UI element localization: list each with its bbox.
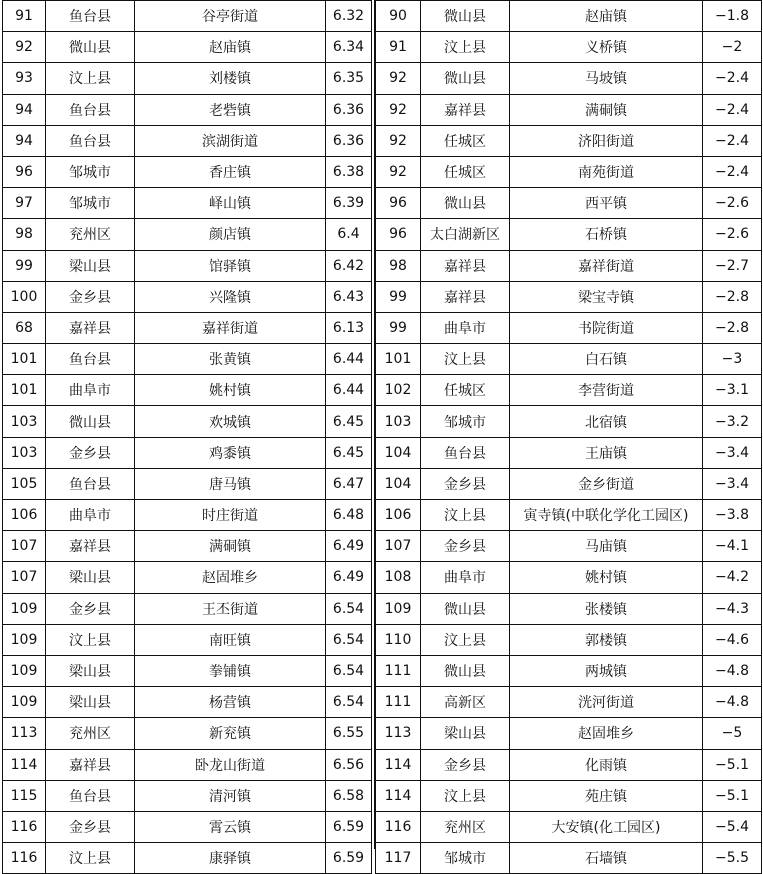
rank-cell: 90 (376, 1, 421, 32)
town-cell: 书院街道 (510, 312, 703, 343)
table-row (3, 562, 372, 593)
county-cell: 嘉祥县 (421, 94, 510, 125)
table-row (3, 655, 372, 686)
rank-cell: 116 (3, 843, 46, 874)
rank-cell: 109 (376, 593, 421, 624)
value-cell: 6.4 (326, 219, 372, 250)
rank-cell: 99 (3, 250, 46, 281)
county-cell: 梁山县 (421, 718, 510, 749)
table-row (376, 593, 762, 624)
town-cell: 张黄镇 (135, 344, 326, 375)
value-cell: 6.36 (326, 125, 372, 156)
table-row (376, 624, 762, 655)
rank-cell: 116 (376, 811, 421, 842)
table-row (376, 63, 762, 94)
rank-cell: 92 (3, 32, 46, 63)
value-cell: −5.1 (703, 780, 762, 811)
town-cell: 赵固堆乡 (135, 562, 326, 593)
rank-cell: 101 (3, 344, 46, 375)
table-row (3, 281, 372, 312)
value-cell: 6.47 (326, 468, 372, 499)
table-row (3, 32, 372, 63)
value-cell: 6.59 (326, 811, 372, 842)
rank-cell: 104 (376, 437, 421, 468)
table-row (3, 531, 372, 562)
rank-cell: 94 (3, 125, 46, 156)
rank-cell: 114 (376, 749, 421, 780)
rank-cell: 101 (3, 375, 46, 406)
value-cell: 6.54 (326, 655, 372, 686)
value-cell: 6.58 (326, 780, 372, 811)
rank-cell: 104 (376, 468, 421, 499)
town-cell: 香庄镇 (135, 156, 326, 187)
town-cell: 白石镇 (510, 344, 703, 375)
town-cell: 西平镇 (510, 188, 703, 219)
rank-cell: 109 (3, 593, 46, 624)
town-cell: 欢城镇 (135, 406, 326, 437)
town-cell: 洸河街道 (510, 687, 703, 718)
town-cell: 苑庄镇 (510, 780, 703, 811)
rank-cell: 96 (376, 188, 421, 219)
town-cell: 化雨镇 (510, 749, 703, 780)
county-cell: 金乡县 (421, 749, 510, 780)
value-cell: −4.2 (703, 562, 762, 593)
town-cell: 拳铺镇 (135, 655, 326, 686)
town-cell: 北宿镇 (510, 406, 703, 437)
town-cell: 南旺镇 (135, 624, 326, 655)
table-row (376, 655, 762, 686)
rank-cell: 103 (376, 406, 421, 437)
county-cell: 鱼台县 (46, 468, 135, 499)
rank-cell: 93 (3, 63, 46, 94)
value-cell: 6.43 (326, 281, 372, 312)
rank-cell: 105 (3, 468, 46, 499)
county-cell: 金乡县 (46, 281, 135, 312)
town-cell: 马坡镇 (510, 63, 703, 94)
table-row (376, 749, 762, 780)
county-cell: 汶上县 (421, 780, 510, 811)
county-cell: 任城区 (421, 375, 510, 406)
rank-cell: 117 (376, 843, 421, 874)
rank-cell: 107 (3, 562, 46, 593)
county-cell: 兖州区 (46, 219, 135, 250)
table-row (3, 500, 372, 531)
table-row (3, 219, 372, 250)
right-ranking-table (375, 0, 762, 874)
town-cell: 石墙镇 (510, 843, 703, 874)
county-cell: 鱼台县 (46, 1, 135, 32)
table-row (376, 219, 762, 250)
value-cell: −3.4 (703, 468, 762, 499)
value-cell: 6.59 (326, 843, 372, 874)
county-cell: 嘉祥县 (421, 250, 510, 281)
rank-cell: 98 (376, 250, 421, 281)
county-cell: 兖州区 (421, 811, 510, 842)
table-row (3, 156, 372, 187)
value-cell: 6.32 (326, 1, 372, 32)
county-cell: 汶上县 (46, 624, 135, 655)
table-row (3, 125, 372, 156)
town-cell: 霄云镇 (135, 811, 326, 842)
value-cell: −2.4 (703, 63, 762, 94)
county-cell: 鱼台县 (46, 125, 135, 156)
county-cell: 微山县 (421, 593, 510, 624)
table-row (376, 125, 762, 156)
value-cell: −5 (703, 718, 762, 749)
table-row (3, 718, 372, 749)
county-cell: 微山县 (421, 63, 510, 94)
value-cell: −3.2 (703, 406, 762, 437)
county-cell: 微山县 (46, 32, 135, 63)
value-cell: −2.8 (703, 281, 762, 312)
rank-cell: 100 (3, 281, 46, 312)
town-cell: 康驿镇 (135, 843, 326, 874)
town-cell: 老砦镇 (135, 94, 326, 125)
county-cell: 任城区 (421, 156, 510, 187)
value-cell: 6.45 (326, 406, 372, 437)
county-cell: 汶上县 (421, 624, 510, 655)
left-ranking-table (2, 0, 372, 874)
rank-cell: 103 (3, 406, 46, 437)
county-cell: 微山县 (421, 188, 510, 219)
ranking-sheet (2, 0, 761, 868)
table-row (376, 375, 762, 406)
rank-cell: 108 (376, 562, 421, 593)
value-cell: −4.1 (703, 531, 762, 562)
rank-cell: 96 (3, 156, 46, 187)
county-cell: 嘉祥县 (46, 749, 135, 780)
table-row (376, 811, 762, 842)
county-cell: 汶上县 (421, 344, 510, 375)
county-cell: 任城区 (421, 125, 510, 156)
town-cell: 颜店镇 (135, 219, 326, 250)
county-cell: 微山县 (421, 655, 510, 686)
table-row (3, 406, 372, 437)
value-cell: 6.54 (326, 624, 372, 655)
table-row (3, 1, 372, 32)
table-row (3, 344, 372, 375)
county-cell: 金乡县 (46, 593, 135, 624)
county-cell: 汶上县 (421, 500, 510, 531)
table-row (376, 1, 762, 32)
town-cell: 新兖镇 (135, 718, 326, 749)
value-cell: −1.8 (703, 1, 762, 32)
county-cell: 梁山县 (46, 687, 135, 718)
town-cell: 赵庙镇 (510, 1, 703, 32)
table-row (376, 281, 762, 312)
rank-cell: 92 (376, 94, 421, 125)
town-cell: 郭楼镇 (510, 624, 703, 655)
table-row (376, 843, 762, 874)
town-cell: 鸡黍镇 (135, 437, 326, 468)
county-cell: 兖州区 (46, 718, 135, 749)
county-cell: 梁山县 (46, 250, 135, 281)
value-cell: 6.34 (326, 32, 372, 63)
county-cell: 邹城市 (421, 843, 510, 874)
rank-cell: 114 (376, 780, 421, 811)
town-cell: 峄山镇 (135, 188, 326, 219)
county-cell: 太白湖新区 (421, 219, 510, 250)
county-cell: 嘉祥县 (46, 531, 135, 562)
table-row (3, 593, 372, 624)
town-cell: 杨营镇 (135, 687, 326, 718)
rank-cell: 109 (3, 687, 46, 718)
rank-cell: 92 (376, 125, 421, 156)
value-cell: −4.8 (703, 687, 762, 718)
town-cell: 刘楼镇 (135, 63, 326, 94)
town-cell: 姚村镇 (135, 375, 326, 406)
table-row (3, 63, 372, 94)
town-cell: 两城镇 (510, 655, 703, 686)
table-row (376, 94, 762, 125)
table-row (376, 500, 762, 531)
table-row (3, 375, 372, 406)
county-cell: 金乡县 (46, 437, 135, 468)
town-cell: 卧龙山街道 (135, 749, 326, 780)
value-cell: −2.6 (703, 219, 762, 250)
table-row (3, 624, 372, 655)
rank-cell: 96 (376, 219, 421, 250)
value-cell: −4.6 (703, 624, 762, 655)
table-row (3, 312, 372, 343)
rank-cell: 102 (376, 375, 421, 406)
town-cell: 嘉祥街道 (510, 250, 703, 281)
county-cell: 鱼台县 (46, 344, 135, 375)
value-cell: 6.49 (326, 562, 372, 593)
table-row (3, 188, 372, 219)
table-row (376, 718, 762, 749)
town-cell: 清河镇 (135, 780, 326, 811)
value-cell: −3.1 (703, 375, 762, 406)
value-cell: 6.38 (326, 156, 372, 187)
town-cell: 时庄街道 (135, 500, 326, 531)
value-cell: −2.4 (703, 156, 762, 187)
town-cell: 唐马镇 (135, 468, 326, 499)
rank-cell: 116 (3, 811, 46, 842)
rank-cell: 94 (3, 94, 46, 125)
rank-cell: 103 (3, 437, 46, 468)
value-cell: 6.42 (326, 250, 372, 281)
value-cell: −2.4 (703, 125, 762, 156)
table-row (376, 32, 762, 63)
rank-cell: 91 (3, 1, 46, 32)
value-cell: −5.5 (703, 843, 762, 874)
county-cell: 邹城市 (46, 156, 135, 187)
county-cell: 曲阜市 (46, 500, 135, 531)
county-cell: 鱼台县 (421, 437, 510, 468)
rank-cell: 68 (3, 312, 46, 343)
value-cell: 6.56 (326, 749, 372, 780)
table-row (3, 780, 372, 811)
county-cell: 邹城市 (421, 406, 510, 437)
rank-cell: 109 (3, 624, 46, 655)
value-cell: −4.8 (703, 655, 762, 686)
table-row (376, 250, 762, 281)
value-cell: 6.55 (326, 718, 372, 749)
town-cell: 赵固堆乡 (510, 718, 703, 749)
rank-cell: 97 (3, 188, 46, 219)
county-cell: 微山县 (46, 406, 135, 437)
value-cell: 6.44 (326, 375, 372, 406)
rank-cell: 101 (376, 344, 421, 375)
value-cell: 6.36 (326, 94, 372, 125)
county-cell: 嘉祥县 (46, 312, 135, 343)
county-cell: 曲阜市 (421, 312, 510, 343)
rank-cell: 113 (3, 718, 46, 749)
value-cell: 6.39 (326, 188, 372, 219)
rank-cell: 107 (376, 531, 421, 562)
left-table-body (3, 1, 372, 874)
value-cell: −2.4 (703, 94, 762, 125)
value-cell: −3.4 (703, 437, 762, 468)
county-cell: 梁山县 (46, 562, 135, 593)
table-row (376, 312, 762, 343)
rank-cell: 109 (3, 655, 46, 686)
value-cell: −2 (703, 32, 762, 63)
town-cell: 大安镇(化工园区) (510, 811, 703, 842)
town-cell: 馆驿镇 (135, 250, 326, 281)
table-row (3, 811, 372, 842)
table-row (3, 437, 372, 468)
town-cell: 嘉祥街道 (135, 312, 326, 343)
table-row (3, 843, 372, 874)
value-cell: 6.35 (326, 63, 372, 94)
town-cell: 谷亭街道 (135, 1, 326, 32)
rank-cell: 107 (3, 531, 46, 562)
town-cell: 王丕街道 (135, 593, 326, 624)
town-cell: 姚村镇 (510, 562, 703, 593)
town-cell: 满硐镇 (510, 94, 703, 125)
county-cell: 梁山县 (46, 655, 135, 686)
value-cell: 6.45 (326, 437, 372, 468)
table-row (376, 562, 762, 593)
table-row (3, 749, 372, 780)
rank-cell: 115 (3, 780, 46, 811)
town-cell: 李营街道 (510, 375, 703, 406)
town-cell: 满硐镇 (135, 531, 326, 562)
town-cell: 金乡街道 (510, 468, 703, 499)
rank-cell: 111 (376, 655, 421, 686)
rank-cell: 110 (376, 624, 421, 655)
table-row (3, 94, 372, 125)
value-cell: 6.49 (326, 531, 372, 562)
value-cell: 6.54 (326, 687, 372, 718)
value-cell: −4.3 (703, 593, 762, 624)
county-cell: 鱼台县 (46, 94, 135, 125)
town-cell: 王庙镇 (510, 437, 703, 468)
table-row (376, 468, 762, 499)
value-cell: −5.4 (703, 811, 762, 842)
table-row (376, 188, 762, 219)
town-cell: 马庙镇 (510, 531, 703, 562)
rank-cell: 92 (376, 156, 421, 187)
county-cell: 高新区 (421, 687, 510, 718)
table-row (3, 250, 372, 281)
table-row (376, 437, 762, 468)
value-cell: −3 (703, 344, 762, 375)
county-cell: 汶上县 (46, 63, 135, 94)
town-cell: 寅寺镇(中联化学化工园区) (510, 500, 703, 531)
town-cell: 石桥镇 (510, 219, 703, 250)
value-cell: −3.8 (703, 500, 762, 531)
table-row (3, 687, 372, 718)
rank-cell: 106 (376, 500, 421, 531)
table-row (376, 687, 762, 718)
county-cell: 曲阜市 (421, 562, 510, 593)
value-cell: −2.7 (703, 250, 762, 281)
town-cell: 南苑街道 (510, 156, 703, 187)
rank-cell: 98 (3, 219, 46, 250)
county-cell: 曲阜市 (46, 375, 135, 406)
rank-cell: 111 (376, 687, 421, 718)
county-cell: 嘉祥县 (421, 281, 510, 312)
county-cell: 鱼台县 (46, 780, 135, 811)
right-table-body (376, 1, 762, 874)
rank-cell: 99 (376, 312, 421, 343)
rank-cell: 99 (376, 281, 421, 312)
table-row (3, 468, 372, 499)
rank-cell: 106 (3, 500, 46, 531)
county-cell: 微山县 (421, 1, 510, 32)
rank-cell: 114 (3, 749, 46, 780)
rank-cell: 113 (376, 718, 421, 749)
value-cell: 6.44 (326, 344, 372, 375)
table-row (376, 406, 762, 437)
county-cell: 金乡县 (46, 811, 135, 842)
town-cell: 滨湖街道 (135, 125, 326, 156)
town-cell: 义桥镇 (510, 32, 703, 63)
value-cell: 6.48 (326, 500, 372, 531)
county-cell: 金乡县 (421, 468, 510, 499)
town-cell: 张楼镇 (510, 593, 703, 624)
county-cell: 汶上县 (421, 32, 510, 63)
table-row (376, 531, 762, 562)
rank-cell: 91 (376, 32, 421, 63)
value-cell: 6.13 (326, 312, 372, 343)
table-row (376, 344, 762, 375)
value-cell: 6.54 (326, 593, 372, 624)
value-cell: −2.6 (703, 188, 762, 219)
town-cell: 兴隆镇 (135, 281, 326, 312)
value-cell: −2.8 (703, 312, 762, 343)
town-cell: 济阳街道 (510, 125, 703, 156)
county-cell: 金乡县 (421, 531, 510, 562)
county-cell: 汶上县 (46, 843, 135, 874)
table-row (376, 780, 762, 811)
county-cell: 邹城市 (46, 188, 135, 219)
value-cell: −5.1 (703, 749, 762, 780)
table-row (376, 156, 762, 187)
town-cell: 梁宝寺镇 (510, 281, 703, 312)
rank-cell: 92 (376, 63, 421, 94)
town-cell: 赵庙镇 (135, 32, 326, 63)
